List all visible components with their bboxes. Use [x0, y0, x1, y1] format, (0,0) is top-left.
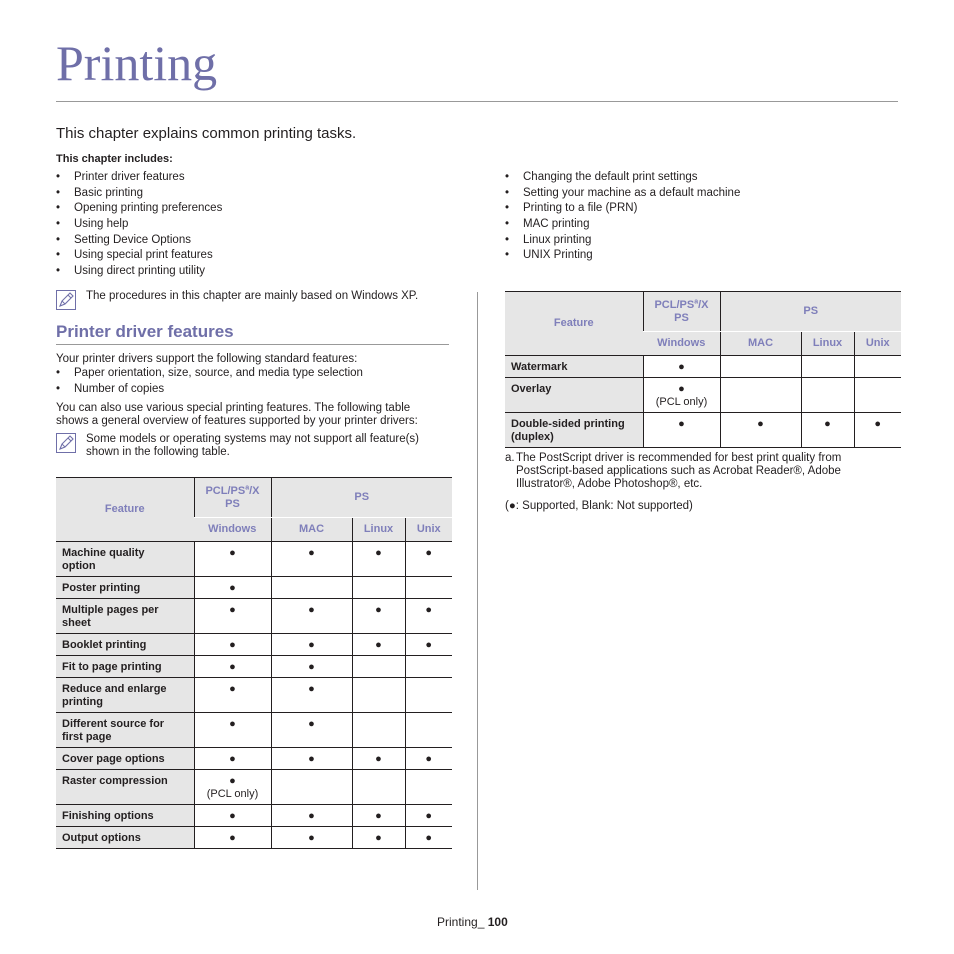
feature-name-cell [56, 634, 194, 656]
header-feature: Feature [505, 292, 643, 356]
table-row [56, 678, 452, 713]
support-cell-linux [352, 634, 405, 656]
special-features-para [56, 402, 418, 428]
support-cell-unix [405, 713, 452, 748]
table-row [56, 542, 452, 577]
support-dot: ● [375, 547, 382, 559]
support-cell-unix [405, 678, 452, 713]
feature-name-line: Fit to page printing [62, 661, 162, 673]
support-dot: ● [375, 604, 382, 616]
feature-name-cell [56, 805, 194, 827]
footnote-mark: a. [505, 452, 515, 464]
list-item: • Printer driver features [56, 170, 222, 186]
feature-name-line: Output options [62, 832, 141, 844]
support-dot: ● [308, 810, 315, 822]
support-dot: ● [229, 775, 236, 787]
table-row [56, 748, 452, 770]
support-dot: ● [375, 639, 382, 651]
support-cell-windows [194, 678, 271, 713]
support-dot: ● [425, 753, 433, 765]
feature-name-line: printing [62, 696, 103, 708]
footer-label: Printing_ [437, 915, 485, 929]
para-line: You can also use various special printing features. The following table [56, 402, 411, 414]
support-cell-unix [405, 599, 452, 634]
chapter-contents-left [56, 170, 222, 280]
support-dot: ● [425, 547, 433, 559]
footnote-line: The PostScript driver is recommended for best print quality from [516, 452, 842, 464]
support-cell-windows [194, 634, 271, 656]
support-dot: ● [229, 753, 236, 765]
header-windows: Windows [643, 332, 720, 356]
table-row [56, 599, 452, 634]
support-dot: ● [375, 832, 382, 844]
support-dot: ● [308, 639, 315, 651]
header-unix: Unix [854, 332, 901, 356]
support-dot: ● [425, 810, 433, 822]
table-row [56, 805, 452, 827]
support-dot: ● [229, 683, 236, 695]
support-dot: ● [678, 361, 685, 373]
support-cell-unix [405, 656, 452, 678]
support-cell-unix [405, 634, 452, 656]
chapter-contents-right [505, 170, 740, 264]
table-row [56, 713, 452, 748]
support-dot: ● [308, 683, 315, 695]
support-cell-unix [854, 356, 901, 378]
list-item: • Using direct printing utility [56, 264, 222, 280]
table-row [56, 577, 452, 599]
feature-name-cell [56, 577, 194, 599]
note-line: shown in the following table. [86, 446, 230, 458]
header-windows: Windows [194, 518, 271, 542]
list-item: • UNIX Printing [505, 248, 740, 264]
list-item: • Printing to a file (PRN) [505, 201, 740, 217]
support-dot: ● [308, 753, 315, 765]
section-rule [56, 344, 449, 345]
support-cell-unix [405, 542, 452, 577]
feature-name-line: Different source for [62, 718, 165, 730]
support-cell-unix [854, 413, 901, 448]
support-cell-windows [643, 356, 720, 378]
header-pcl-ps: PCL/$PS^a/X$ PS [194, 478, 271, 518]
list-item: • Paper orientation, size, source, and media type selection [56, 366, 363, 382]
support-cell-mac [271, 634, 352, 656]
support-dot: ● [678, 418, 685, 430]
support-cell-windows [194, 805, 271, 827]
support-cell-windows [194, 770, 271, 805]
feature-name-line: sheet [62, 617, 91, 629]
table-row [56, 634, 452, 656]
support-cell-linux [352, 599, 405, 634]
support-cell-windows [194, 599, 271, 634]
list-item: • Setting Device Options [56, 233, 222, 249]
support-cell-mac [271, 748, 352, 770]
support-dot: ● [375, 753, 382, 765]
support-cell-mac [271, 713, 352, 748]
header-ps: PS [720, 292, 901, 332]
feature-name-line: Raster compression [62, 775, 168, 787]
list-item: • MAC printing [505, 217, 740, 233]
table-row [505, 413, 901, 448]
feature-name-cell [56, 748, 194, 770]
table-row [505, 378, 901, 413]
support-dot: ● [229, 832, 236, 844]
feature-name-line: Machine quality [62, 547, 145, 559]
feature-name-line: Watermark [511, 361, 568, 373]
support-cell-windows [194, 713, 271, 748]
feature-name-cell [56, 542, 194, 577]
support-cell-linux [352, 713, 405, 748]
support-cell-windows [194, 542, 271, 577]
includes-label: This chapter includes: [56, 153, 173, 165]
support-cell-windows [643, 378, 720, 413]
support-dot: ● [824, 418, 831, 430]
table-row [56, 656, 452, 678]
support-cell-linux [352, 827, 405, 849]
support-dot: ● [757, 418, 764, 430]
footnote-line: Illustrator®, Adobe Photoshop®, etc. [516, 478, 703, 490]
section-title: Printer driver features [56, 322, 234, 341]
list-item: • Number of copies [56, 382, 363, 398]
support-cell-mac [271, 805, 352, 827]
support-cell-mac [271, 770, 352, 805]
feature-table-2 [505, 291, 901, 448]
feature-name-line: Double-sided printing [511, 418, 625, 430]
page-title: Printing [56, 35, 218, 91]
support-dot: ● [308, 604, 315, 616]
support-cell-linux [352, 577, 405, 599]
support-cell-windows [194, 577, 271, 599]
title-rule [56, 101, 898, 102]
support-cell-mac [271, 577, 352, 599]
support-cell-mac [271, 678, 352, 713]
support-cell-linux [352, 805, 405, 827]
feature-name-line: Cover page options [62, 753, 165, 765]
support-cell-unix [405, 805, 452, 827]
support-cell-unix [405, 577, 452, 599]
header-linux: Linux [801, 332, 854, 356]
list-item: • Basic printing [56, 186, 222, 202]
feature-name-line: (duplex) [511, 431, 554, 443]
list-item: • Opening printing preferences [56, 201, 222, 217]
feature-name-cell [56, 713, 194, 748]
support-cell-linux [801, 413, 854, 448]
note-text [86, 433, 419, 459]
header-unix: Unix [405, 518, 452, 542]
feature-name-cell [56, 770, 194, 805]
feature-name-cell [56, 599, 194, 634]
support-cell-mac [271, 599, 352, 634]
support-dot: ● [229, 661, 236, 673]
support-cell-windows [194, 827, 271, 849]
support-cell-unix [854, 378, 901, 413]
list-item: • Changing the default print settings [505, 170, 740, 186]
header-ps: PS [271, 478, 452, 518]
support-dot: ● [308, 718, 315, 730]
note-text: The procedures in this chapter are mainly based on Windows XP. [86, 290, 419, 302]
header-feature: Feature [56, 478, 194, 542]
list-item: • Setting your machine as a default machine [505, 186, 740, 202]
feature-name-line: first page [62, 731, 112, 743]
page-footer [437, 915, 508, 929]
support-cell-mac [720, 413, 801, 448]
note-pencil-icon [56, 290, 76, 314]
support-dot: ● [425, 832, 433, 844]
feature-name-cell [505, 413, 643, 448]
support-cell-mac [720, 356, 801, 378]
table-row [505, 356, 901, 378]
support-cell-linux [801, 356, 854, 378]
chapter-intro: This chapter explains common printing tasks. [56, 125, 357, 142]
feature-name-line: Finishing options [62, 810, 154, 822]
list-item: • Using help [56, 217, 222, 233]
support-dot: ● [678, 383, 685, 395]
feature-name-line: Multiple pages per [62, 604, 159, 616]
list-item: • Linux printing [505, 233, 740, 249]
support-dot: ● [229, 810, 236, 822]
support-cell-linux [352, 542, 405, 577]
para-line: shows a general overview of features supported by your printer drivers: [56, 415, 418, 427]
footnote-text [516, 452, 841, 491]
table-row [56, 770, 452, 805]
support-list [56, 366, 363, 397]
pcl-only-note: (PCL only) [206, 788, 259, 800]
feature-name-line: Poster printing [62, 582, 141, 594]
support-cell-mac [271, 542, 352, 577]
note-line: Some models or operating systems may not support all feature(s) [86, 433, 420, 445]
support-dot: ● [308, 547, 315, 559]
support-dot: ● [425, 604, 433, 616]
support-cell-linux [352, 748, 405, 770]
support-intro: Your printer drivers support the following standard features: [56, 353, 358, 365]
header-linux: Linux [352, 518, 405, 542]
support-cell-windows [194, 748, 271, 770]
support-cell-windows [194, 656, 271, 678]
support-cell-linux [352, 770, 405, 805]
support-legend: (●: Supported, Blank: Not supported) [505, 500, 693, 512]
page-number: 100 [487, 915, 508, 929]
support-cell-mac [271, 656, 352, 678]
feature-table-1 [56, 477, 452, 849]
support-cell-unix [405, 770, 452, 805]
support-dot: ● [375, 810, 382, 822]
support-dot: ● [229, 604, 236, 616]
column-divider [477, 292, 478, 890]
support-cell-mac [720, 378, 801, 413]
support-dot: ● [229, 547, 236, 559]
pcl-only-note: (PCL only) [655, 396, 708, 408]
feature-name-line: option [62, 560, 96, 572]
list-item: • Using special print features [56, 248, 222, 264]
support-cell-mac [271, 827, 352, 849]
support-dot: ● [308, 661, 315, 673]
footnote-line: PostScript-based applications such as Acrobat Reader®, Adobe [516, 465, 841, 477]
support-cell-unix [405, 827, 452, 849]
note-pencil-icon [56, 433, 76, 457]
feature-name-cell [56, 827, 194, 849]
feature-name-line: Booklet printing [62, 639, 147, 651]
feature-name-cell [56, 678, 194, 713]
support-dot: ● [229, 639, 236, 651]
header-mac: MAC [720, 332, 801, 356]
support-dot: ● [425, 639, 433, 651]
note-windows-xp [56, 290, 456, 310]
table-row [56, 827, 452, 849]
support-dot: ● [229, 718, 236, 730]
support-dot: ● [308, 832, 315, 844]
feature-name-cell [56, 656, 194, 678]
support-cell-linux [352, 656, 405, 678]
support-cell-unix [405, 748, 452, 770]
header-pcl-ps: PCL/$PS^a/X$ PS [643, 292, 720, 332]
support-cell-linux [801, 378, 854, 413]
feature-name-line: Overlay [511, 383, 552, 395]
support-cell-linux [352, 678, 405, 713]
note-models [56, 433, 456, 461]
header-mac: MAC [271, 518, 352, 542]
feature-name-line: Reduce and enlarge [62, 683, 167, 695]
support-dot: ● [229, 582, 236, 594]
support-dot: ● [874, 418, 882, 430]
feature-name-cell [505, 356, 643, 378]
support-cell-windows [643, 413, 720, 448]
feature-name-cell [505, 378, 643, 413]
